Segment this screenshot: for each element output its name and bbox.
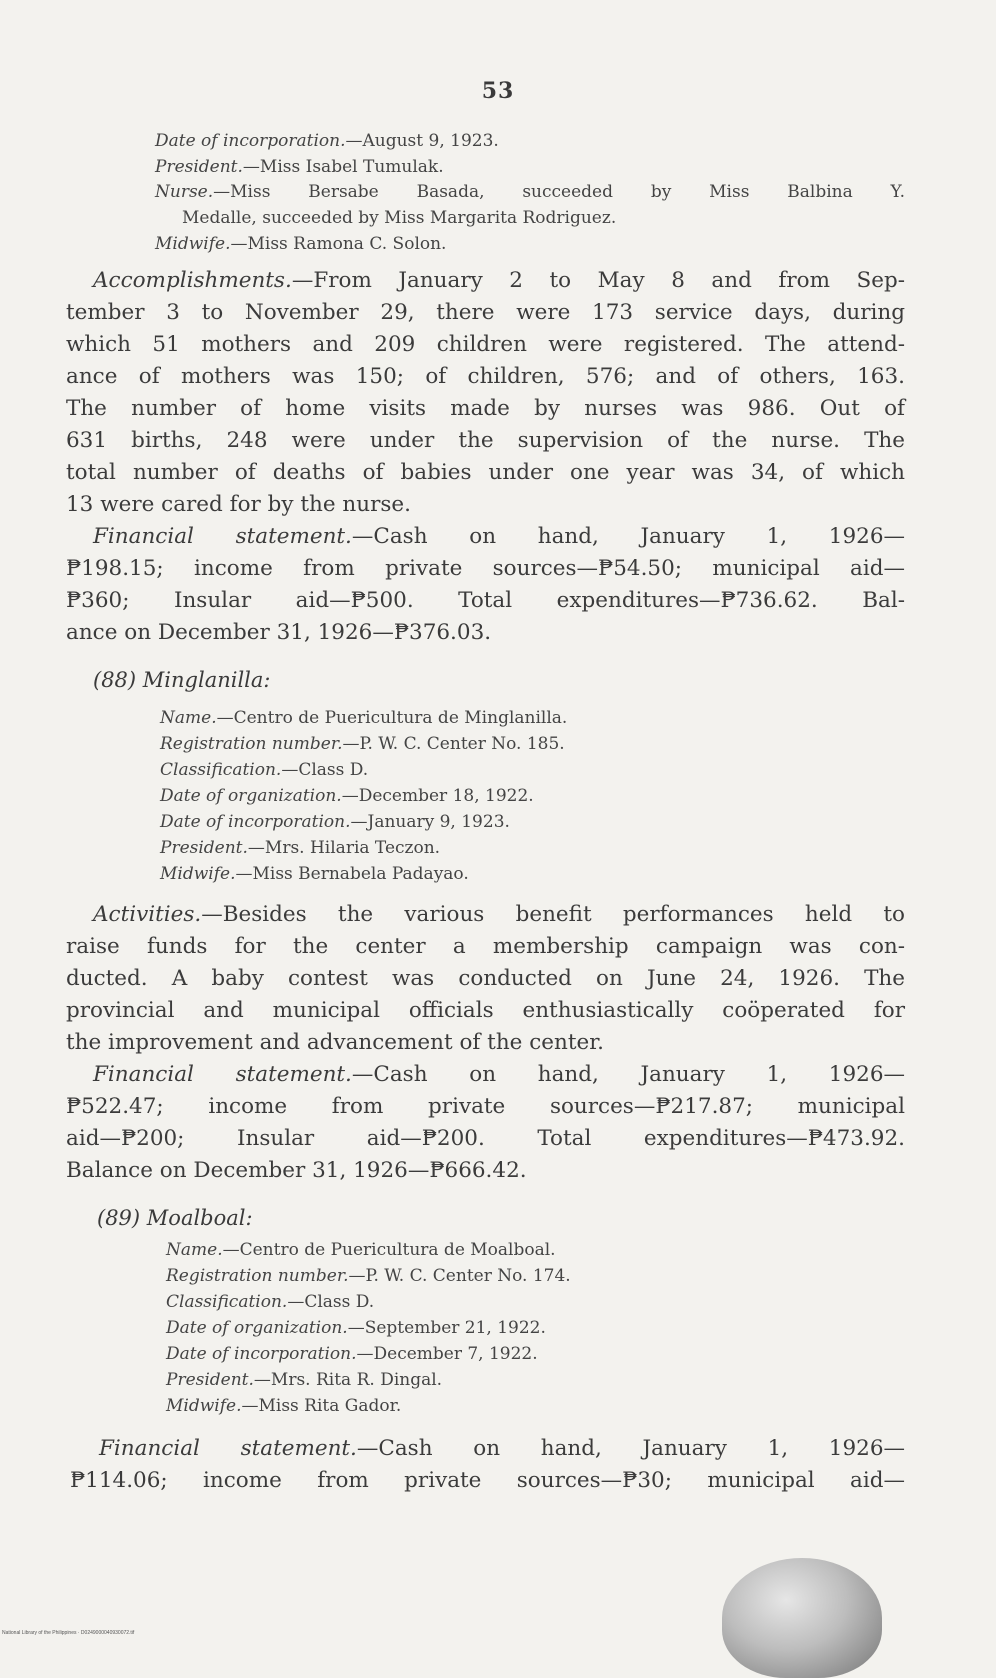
accomplishments-text-0: —From January 2 to May 8 and from Sep- xyxy=(291,268,905,293)
midwife-entry xyxy=(155,234,446,254)
s89-organization-label: Date of organization. xyxy=(166,1318,348,1338)
s88-president-label: President. xyxy=(160,838,248,858)
page-number: 53 xyxy=(481,78,515,104)
s88-president-value: —Mrs. Hilaria Teczon. xyxy=(247,838,441,858)
activities-line-4: the improvement and advancement of the center. xyxy=(66,1030,604,1055)
s88-midwife-entry xyxy=(160,864,469,884)
s89-classification-value: —Class D. xyxy=(287,1292,375,1312)
s88-name-entry xyxy=(160,708,567,728)
section-88-number: (88) xyxy=(93,668,137,692)
financial88-line-3: Balance on December 31, 1926—₱666.42. xyxy=(66,1158,527,1183)
financial88-line-1: ₱522.47; income from private sources—₱217.87; municipal xyxy=(66,1094,905,1119)
financial1-line-2: ₱360; Insular aid—₱500. Total expenditures—₱736.62. Bal- xyxy=(66,588,905,613)
s88-midwife-value: —Miss Bernabela Padayao. xyxy=(235,864,469,884)
s89-president-value: —Mrs. Rita R. Dingal. xyxy=(253,1370,443,1390)
footer-scan-label: National Library of the Philippines · D0249000040930072.tif xyxy=(2,1630,135,1636)
s88-registration-entry xyxy=(160,734,565,754)
s89-midwife-value: —Miss Rita Gador. xyxy=(241,1396,402,1416)
s89-registration-value: —P. W. C. Center No. 174. xyxy=(348,1266,571,1286)
accomplishments-line-5: 631 births, 248 were under the supervision of the nurse. The xyxy=(66,428,905,453)
s88-incorporation-entry xyxy=(160,812,510,832)
financial1-line-0 xyxy=(93,524,905,549)
s89-incorporation-entry xyxy=(166,1344,538,1364)
s89-classification-entry xyxy=(166,1292,374,1312)
s88-name-label: Name. xyxy=(160,708,217,728)
president-value: —Miss Isabel Tumulak. xyxy=(242,157,444,177)
activities-text-0: —Besides the various benefit performances held to xyxy=(201,902,905,927)
s88-classification-value: —Class D. xyxy=(281,760,369,780)
s89-incorporation-value: —December 7, 1922. xyxy=(356,1344,538,1364)
financial89-line-0 xyxy=(99,1436,905,1461)
thumb-shadow xyxy=(722,1558,882,1678)
section-88-heading xyxy=(93,668,271,692)
financial1-line-1: ₱198.15; income from private sources—₱54.50; municipal aid— xyxy=(66,556,905,581)
s88-name-value: —Centro de Puericultura de Minglanilla. xyxy=(216,708,568,728)
financial89-text-0: —Cash on hand, January 1, 1926— xyxy=(356,1436,905,1461)
s89-registration-label: Registration number. xyxy=(166,1266,349,1286)
s88-registration-value: —P. W. C. Center No. 185. xyxy=(342,734,565,754)
activities-line-0 xyxy=(93,902,905,927)
accomplishments-line-0 xyxy=(93,268,905,293)
incorporation-label: Date of incorporation. xyxy=(155,131,346,151)
financial1-line-3: ance on December 31, 1926—₱376.03. xyxy=(66,620,492,645)
president-entry xyxy=(155,157,444,177)
midwife-value: —Miss Ramona C. Solon. xyxy=(230,234,447,254)
president-label: President. xyxy=(155,157,243,177)
section-89-title: Moalboal: xyxy=(146,1206,253,1230)
activities-label: Activities. xyxy=(93,902,202,927)
s88-organization-value: —December 18, 1922. xyxy=(341,786,534,806)
financial88-line-0 xyxy=(93,1062,905,1087)
s89-name-value: —Centro de Puericultura de Moalboal. xyxy=(222,1240,556,1260)
incorporation-value: —August 9, 1923. xyxy=(345,131,499,151)
accomplishments-line-2: which 51 mothers and 209 children were registered. The attend- xyxy=(66,332,905,357)
financial88-text-0: —Cash on hand, January 1, 1926— xyxy=(351,1062,905,1087)
s89-president-entry xyxy=(166,1370,442,1390)
accomplishments-line-1: tember 3 to November 29, there were 173 service days, during xyxy=(66,300,905,325)
s88-classification-label: Classification. xyxy=(160,760,282,780)
s89-organization-value: —September 21, 1922. xyxy=(347,1318,546,1338)
accomplishments-line-7: 13 were cared for by the nurse. xyxy=(66,492,411,517)
activities-line-1: raise funds for the center a membership campaign was con- xyxy=(66,934,905,959)
section-88-title: Minglanilla: xyxy=(142,668,271,692)
s89-classification-label: Classification. xyxy=(166,1292,288,1312)
s88-midwife-label: Midwife. xyxy=(160,864,236,884)
s88-incorporation-value: —January 9, 1923. xyxy=(350,812,510,832)
s88-registration-label: Registration number. xyxy=(160,734,343,754)
s88-organization-label: Date of organization. xyxy=(160,786,342,806)
nurse-value-line2: Medalle, succeeded by Miss Margarita Rodriguez. xyxy=(182,208,617,228)
activities-line-3: provincial and municipal officials enthusiastically coöperated for xyxy=(66,998,905,1023)
financial88-line-2: aid—₱200; Insular aid—₱200. Total expenditures—₱473.92. xyxy=(66,1126,905,1151)
accomplishments-line-6: total number of deaths of babies under one year was 34, of which xyxy=(66,460,905,485)
financial88-label: Financial statement. xyxy=(93,1062,352,1087)
section-89-heading xyxy=(97,1206,253,1230)
s89-organization-entry xyxy=(166,1318,546,1338)
activities-line-2: ducted. A baby contest was conducted on June 24, 1926. The xyxy=(66,966,905,991)
nurse-value-line1: —Miss Bersabe Basada, succeeded by Miss Balbina Y. xyxy=(213,182,905,202)
s88-classification-entry xyxy=(160,760,368,780)
s89-midwife-entry xyxy=(166,1396,401,1416)
incorporation-entry xyxy=(155,131,499,151)
s88-organization-entry xyxy=(160,786,534,806)
financial1-label: Financial statement. xyxy=(93,524,352,549)
s89-incorporation-label: Date of incorporation. xyxy=(166,1344,357,1364)
s89-name-label: Name. xyxy=(166,1240,223,1260)
financial89-line-1: ₱114.06; income from private sources—₱30; municipal aid— xyxy=(70,1468,905,1493)
accomplishments-line-4: The number of home visits made by nurses was 986. Out of xyxy=(66,396,905,421)
accomplishments-line-3: ance of mothers was 150; of children, 576; and of others, 163. xyxy=(66,364,905,389)
nurse-label: Nurse. xyxy=(155,182,214,202)
section-89-number: (89) xyxy=(97,1206,141,1230)
s88-incorporation-label: Date of incorporation. xyxy=(160,812,351,832)
s89-registration-entry xyxy=(166,1266,571,1286)
s88-president-entry xyxy=(160,838,440,858)
s89-midwife-label: Midwife. xyxy=(166,1396,242,1416)
nurse-entry xyxy=(155,182,905,202)
accomplishments-label: Accomplishments. xyxy=(93,268,292,293)
s89-name-entry xyxy=(166,1240,556,1260)
midwife-label: Midwife. xyxy=(155,234,231,254)
financial89-label: Financial statement. xyxy=(99,1436,357,1461)
financial1-text-0: —Cash on hand, January 1, 1926— xyxy=(351,524,905,549)
s89-president-label: President. xyxy=(166,1370,254,1390)
